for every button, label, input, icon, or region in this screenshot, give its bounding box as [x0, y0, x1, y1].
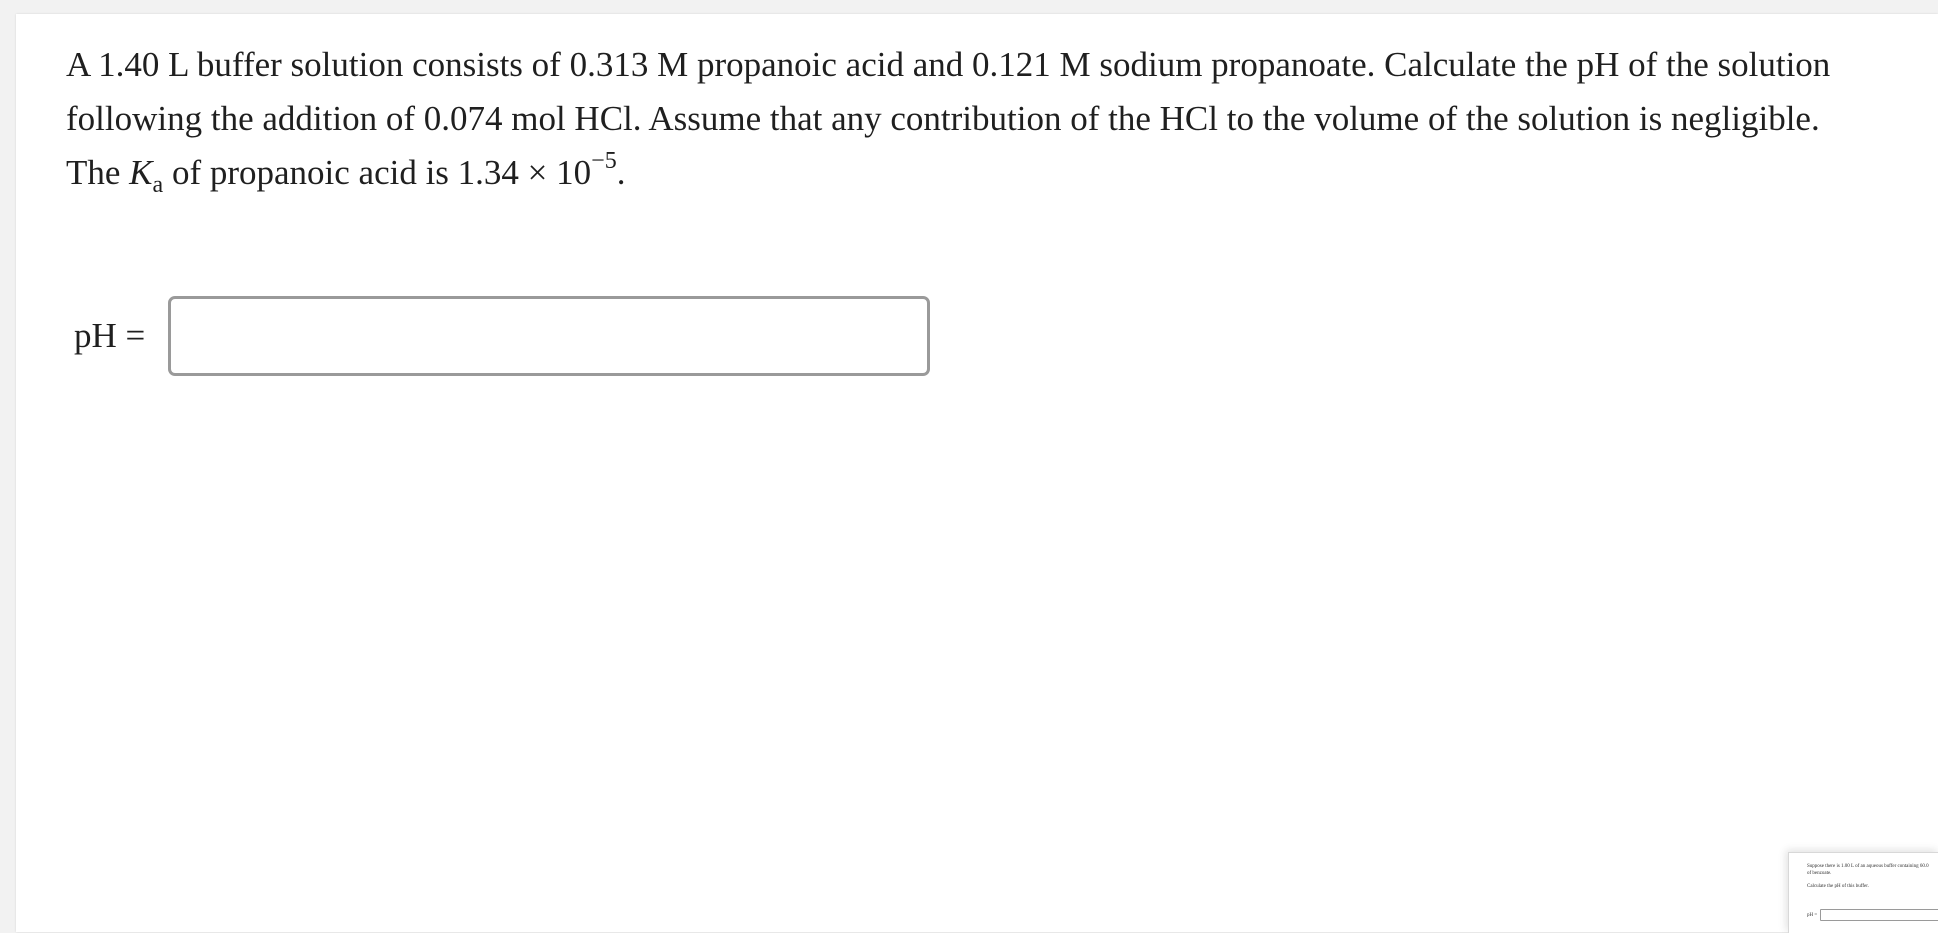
- question-text: [66, 38, 1926, 200]
- question-line-1: A 1.40 L buffer solution consists of 0.313 M propanoic acid and 0.121 M sodium propanoate. Calculate the pH of the solution: [66, 45, 1831, 84]
- ph-answer-input[interactable]: [168, 296, 930, 376]
- answer-row: [74, 296, 930, 376]
- thumbnail-text: [1807, 863, 1929, 877]
- question-line-3-suffix: .: [616, 153, 626, 192]
- ka-subscript: a: [152, 172, 164, 198]
- question-line-2: following the addition of 0.074 mol HCl. Assume that any contribution of the HCl to the volume of the solution is negligible.: [66, 99, 1820, 138]
- thumbnail-answer-row: [1807, 909, 1938, 921]
- thumbnail-line-3: Calculate the pH of this buffer.: [1807, 884, 1869, 889]
- question-page: [16, 14, 1938, 932]
- next-question-thumbnail[interactable]: [1788, 852, 1938, 933]
- question-line-3-middle: of propanoic acid is 1.34 × 10: [163, 153, 592, 192]
- thumbnail-ph-label: pH =: [1807, 912, 1818, 918]
- exponent: −5: [591, 148, 617, 174]
- thumbnail-line-1: Suppose there is 1.00 L of an aqueous buffer containing 60.0: [1807, 864, 1929, 869]
- question-line-3: [66, 146, 1926, 200]
- thumbnail-line-2: of benzoate.: [1807, 871, 1832, 876]
- question-line-3-prefix: The: [66, 153, 130, 192]
- ph-label: pH =: [74, 316, 146, 355]
- ka-symbol: K: [129, 153, 153, 192]
- thumbnail-answer-box: [1820, 909, 1938, 921]
